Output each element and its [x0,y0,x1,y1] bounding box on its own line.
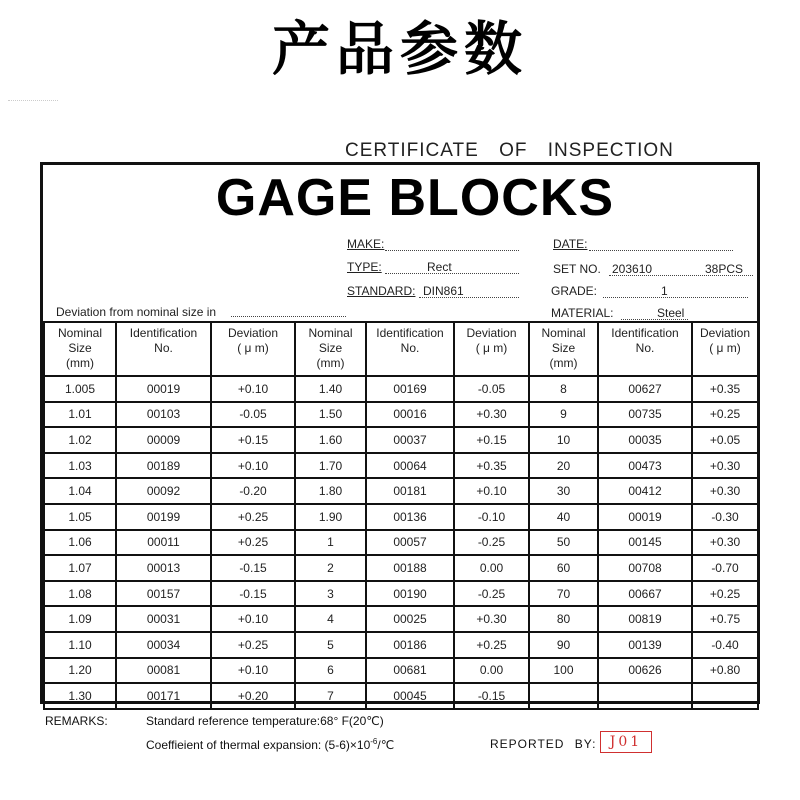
header-deviation-2: Deviation ( μ m) [454,322,529,376]
standard-value: DIN861 [423,284,464,298]
nominal-size-cell: 90 [529,632,598,658]
nominal-size-cell: 30 [529,478,598,504]
nominal-size-cell: 1.005 [44,376,116,402]
identification-cell: 00189 [116,453,211,479]
identification-cell: 00188 [366,555,454,581]
nominal-size-cell: 3 [295,581,366,607]
deviation-cell: +0.25 [211,504,295,530]
deviation-cell: -0.15 [454,683,529,709]
remarks-thermal-expansion [146,737,394,752]
identification-cell: 00181 [366,478,454,504]
identification-cell: 00034 [116,632,211,658]
nominal-size-cell: 9 [529,402,598,428]
deviation-cell: +0.05 [692,427,758,453]
nominal-size-cell: 1.09 [44,606,116,632]
identification-cell: 00136 [366,504,454,530]
deviation-cell: +0.30 [454,606,529,632]
deviation-cell: +0.25 [692,581,758,607]
grade-field [551,284,748,298]
identification-cell: 00035 [598,427,692,453]
deviation-cell: +0.80 [692,658,758,684]
nominal-size-cell: 5 [295,632,366,658]
nominal-size-cell: 20 [529,453,598,479]
deviation-cell: -0.05 [211,402,295,428]
identification-cell: 00019 [598,504,692,530]
make-line [385,250,519,251]
deviation-cell: -0.05 [454,376,529,402]
identification-cell: 00145 [598,530,692,556]
nominal-size-cell: 1.01 [44,402,116,428]
material-label: MATERIAL: [551,306,614,320]
grade-value: 1 [661,284,668,298]
nominal-size-cell: 40 [529,504,598,530]
table-row [44,427,758,453]
standard-field [347,284,519,298]
deviation-cell: +0.25 [211,632,295,658]
identification-cell: 00412 [598,478,692,504]
grade-line [603,297,748,298]
nominal-size-cell: 60 [529,555,598,581]
identification-cell: 00819 [598,606,692,632]
header-deviation-1: Deviation ( μ m) [211,322,295,376]
nominal-size-cell: 10 [529,427,598,453]
nominal-size-cell: 1.60 [295,427,366,453]
set-no-label: SET NO. [553,262,601,276]
identification-cell: 00025 [366,606,454,632]
gage-block-table [43,321,759,710]
identification-cell: 00045 [366,683,454,709]
remarks-expansion-exponent: -6 [370,737,378,746]
deviation-cell: -0.20 [211,478,295,504]
deviation-cell: +0.10 [211,658,295,684]
header-identification-2: Identification No. [366,322,454,376]
identification-cell: 00031 [116,606,211,632]
header-deviation-3: Deviation ( μ m) [692,322,758,376]
identification-cell [598,683,692,709]
identification-cell: 00081 [116,658,211,684]
nominal-size-cell: 1.50 [295,402,366,428]
table-row [44,658,758,684]
identification-cell: 00139 [598,632,692,658]
nominal-size-cell: 6 [295,658,366,684]
deviation-note-text: Deviation from nominal size in [56,305,217,319]
nominal-size-cell: 7 [295,683,366,709]
date-label: DATE: [553,237,588,251]
deviation-cell: +0.10 [211,453,295,479]
identification-cell: 00103 [116,402,211,428]
deviation-cell: +0.25 [692,402,758,428]
nominal-size-cell: 1.03 [44,453,116,479]
scan-artifact [8,100,58,107]
deviation-cell: +0.75 [692,606,758,632]
identification-cell: 00681 [366,658,454,684]
identification-cell: 00199 [116,504,211,530]
identification-cell: 00011 [116,530,211,556]
nominal-size-cell: 1.90 [295,504,366,530]
deviation-cell: +0.15 [211,427,295,453]
table-row [44,504,758,530]
nominal-size-cell: 1.05 [44,504,116,530]
type-label: TYPE: [347,260,382,274]
identification-cell: 00064 [366,453,454,479]
nominal-size-cell: 1.40 [295,376,366,402]
make-label: MAKE: [347,237,385,251]
material-value: Steel [657,306,685,320]
deviation-cell: -0.25 [454,530,529,556]
nominal-size-cell: 1.04 [44,478,116,504]
deviation-cell: -0.70 [692,555,758,581]
identification-cell: 00016 [366,402,454,428]
deviation-note [56,305,216,319]
deviation-cell: 0.00 [454,658,529,684]
nominal-size-cell: 1.07 [44,555,116,581]
identification-cell: 00037 [366,427,454,453]
table-row [44,453,758,479]
identification-cell: 00019 [116,376,211,402]
nominal-size-cell: 80 [529,606,598,632]
deviation-cell: +0.15 [454,427,529,453]
table-row [44,376,758,402]
deviation-cell: +0.25 [211,530,295,556]
table-row [44,478,758,504]
type-field [347,260,519,274]
deviation-cell: +0.30 [692,530,758,556]
identification-cell: 00057 [366,530,454,556]
certificate-heading: CERTIFICATE OF INSPECTION [345,140,674,161]
identification-cell: 00186 [366,632,454,658]
deviation-cell: +0.10 [211,606,295,632]
type-value: Rect [427,260,452,274]
page-title: 产品参数 [271,15,528,83]
identification-cell: 00626 [598,658,692,684]
deviation-note-line [231,316,346,317]
nominal-size-cell: 1 [295,530,366,556]
nominal-size-cell: 70 [529,581,598,607]
nominal-size-cell: 4 [295,606,366,632]
nominal-size-cell: 1.70 [295,453,366,479]
deviation-cell: +0.35 [692,376,758,402]
date-field [553,237,733,251]
deviation-cell: +0.35 [454,453,529,479]
reported-by-label: REPORTED BY: [490,737,597,751]
header-identification-1: Identification No. [116,322,211,376]
deviation-cell: +0.30 [692,478,758,504]
table-row [44,402,758,428]
nominal-size-cell: 1.30 [44,683,116,709]
deviation-cell: +0.10 [211,376,295,402]
table-row [44,683,758,709]
deviation-cell [692,683,758,709]
deviation-cell: -0.10 [454,504,529,530]
nominal-size-cell: 1.02 [44,427,116,453]
make-field [347,237,519,251]
identification-cell: 00708 [598,555,692,581]
nominal-size-cell: 8 [529,376,598,402]
nominal-size-cell [529,683,598,709]
deviation-cell: 0.00 [454,555,529,581]
identification-cell: 00190 [366,581,454,607]
table-row [44,530,758,556]
identification-cell: 00735 [598,402,692,428]
deviation-cell: -0.40 [692,632,758,658]
deviation-cell: -0.15 [211,581,295,607]
nominal-size-cell: 1.10 [44,632,116,658]
set-no-field [553,262,753,276]
identification-cell: 00157 [116,581,211,607]
identification-cell: 00092 [116,478,211,504]
deviation-cell: -0.15 [211,555,295,581]
grade-label: GRADE: [551,284,598,298]
set-no-value: 203610 [612,262,653,276]
identification-cell: 00013 [116,555,211,581]
nominal-size-cell: 2 [295,555,366,581]
table-row [44,581,758,607]
identification-cell: 00627 [598,376,692,402]
material-field [551,306,688,320]
deviation-cell: -0.30 [692,504,758,530]
nominal-size-cell: 100 [529,658,598,684]
remarks-expansion-text: Coeffieient of thermal expansion: (5-6)×10 [146,738,371,752]
deviation-cell: +0.30 [454,402,529,428]
reporter-stamp: J01 [600,731,652,753]
nominal-size-cell: 1.80 [295,478,366,504]
header-nominal-size-1: Nominal Size (mm) [44,322,116,376]
header-nominal-size-2: Nominal Size (mm) [295,322,366,376]
header-nominal-size-3: Nominal Size (mm) [529,322,598,376]
date-line [589,250,733,251]
deviation-cell: +0.30 [692,453,758,479]
deviation-cell: +0.20 [211,683,295,709]
type-line [385,273,519,274]
table-row [44,555,758,581]
table-row [44,632,758,658]
remarks-temperature: Standard reference temperature:68° F(20℃) [146,714,384,728]
nominal-size-cell: 1.20 [44,658,116,684]
identification-cell: 00169 [366,376,454,402]
deviation-cell: -0.25 [454,581,529,607]
deviation-cell: +0.25 [454,632,529,658]
table-header-row [44,322,758,376]
nominal-size-cell: 1.08 [44,581,116,607]
identification-cell: 00171 [116,683,211,709]
nominal-size-cell: 50 [529,530,598,556]
deviation-cell: +0.10 [454,478,529,504]
remarks-label: REMARKS: [45,714,108,728]
identification-cell: 00473 [598,453,692,479]
standard-label: STANDARD: [347,284,416,298]
main-title: GAGE BLOCKS [215,169,615,227]
identification-cell: 00667 [598,581,692,607]
identification-cell: 00009 [116,427,211,453]
set-count-value: 38PCS [705,262,744,276]
remarks-expansion-unit: /℃ [377,738,395,752]
nominal-size-cell: 1.06 [44,530,116,556]
table-body [44,376,758,709]
table-row [44,606,758,632]
header-identification-3: Identification No. [598,322,692,376]
